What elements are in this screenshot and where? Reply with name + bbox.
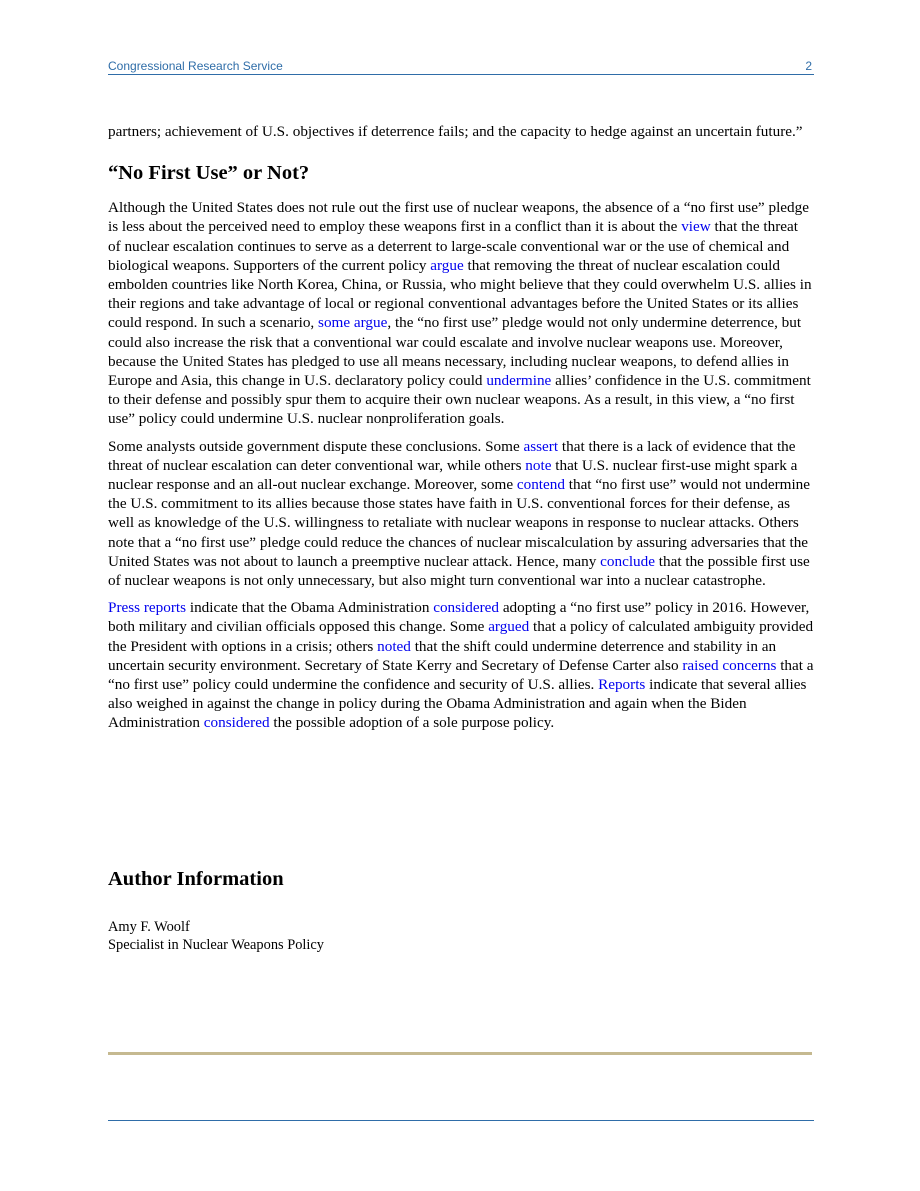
link-noted[interactable]: noted	[377, 637, 411, 655]
p1-text-5: allies’ confidence in the U.S. commitment to their defense and possibly spur them to acquire their own nuclear weapons. As a result, in this view, a “no first use” policy could undermine U.S. nuclear nonproliferation goals.	[108, 372, 811, 428]
link-undermine[interactable]: undermine	[486, 372, 552, 390]
p2-text-4: that “no first use” would not undermine the U.S. commitment to its allies because those states have faith in U.S. conventional forces for their defense, as well as knowledge of the U.S. willingness to retaliate with nuclear weapons in response to nuclear attacks. Others note that a “no first use” pledge could reduce the chances of nuclear miscalculation by assuring adversaries that the United States was not about to launch a preemptive nuclear attack. Hence, many	[108, 476, 811, 570]
link-reports[interactable]: Reports	[598, 676, 646, 694]
footer-divider	[108, 1052, 812, 1055]
author-information-heading: Author Information	[108, 868, 284, 890]
p3-text-7: the possible adoption of a sole purpose policy.	[269, 714, 555, 732]
p2-text-2: that there is a lack of evidence that the threat of nuclear escalation can deter conventional war, while others	[108, 437, 796, 474]
link-contend[interactable]: contend	[516, 476, 565, 494]
section-heading: “No First Use” or Not?	[108, 162, 310, 185]
link-assert[interactable]: assert	[523, 437, 559, 455]
p3-text-3: that a policy of calculated ambiguity provided the President with options in a crisis; others	[108, 618, 814, 655]
page-number: 2	[805, 59, 812, 73]
p3-text-4: that the shift could undermine deterrence and stability in an uncertain security environment. Secretary of State Kerry and Secretary of Defense Carter also	[108, 637, 777, 674]
footer-rule	[108, 1120, 814, 1121]
p3-text-5: that a “no first use” policy could undermine the confidence and security of U.S. allies.	[108, 656, 814, 694]
paragraph-2	[108, 437, 814, 591]
link-argued[interactable]: argued	[488, 618, 530, 636]
p1-text-2: that the threat of nuclear escalation continues to serve as a deterrent to large-scale conventional war or the use of chemical and biological weapons. Supporters of the current policy	[108, 218, 799, 274]
p1-text-3: that removing the threat of nuclear escalation could embolden countries like North Korea, China, or Russia, who might believe that they could overwhelm U.S. allies in their regions and take advantage of local or regional conventional advantages before the United States or its allies could respond. In such a scenario,	[108, 256, 812, 332]
p1-text-1: Although the United States does not rule out the first use of nuclear weapons, the absence of a “no first use” pledge is less about the perceived need to employ these weapons first in a conflict than it is about the	[108, 199, 809, 236]
link-considered-biden[interactable]: considered	[203, 714, 270, 732]
paragraph-1	[108, 198, 814, 428]
intro-paragraph: partners; achievement of U.S. objectives if deterrence fails; and the capacity to hedge against an uncertain future.”	[108, 123, 803, 140]
p2-text-5: that the possible first use of nuclear weapons is not only unnecessary, but also might turn conventional war into a nuclear catastrophe.	[108, 552, 810, 590]
p3-text-2: adopting a “no first use” policy in 2016. However, both military and civilian officials opposed this change. Some	[108, 599, 810, 636]
link-some-argue[interactable]: some argue	[318, 314, 388, 332]
link-press-reports[interactable]: Press reports	[108, 599, 187, 617]
author-block	[108, 918, 324, 955]
link-note[interactable]: note	[525, 456, 552, 474]
author-name: Amy F. Woolf	[108, 919, 190, 935]
p1-text-4: , the “no first use” pledge would not only undermine deterrence, but could also increase the risk that a conventional war could escalate and involve nuclear weapons use. Moreover, because the United States has pledged to use all means necessary, including nuclear weapons, to defend allies in Europe and Asia, this change in U.S. declaratory policy could	[108, 314, 802, 390]
link-considered-2016[interactable]: considered	[433, 599, 500, 617]
link-raised-concerns[interactable]: raised concerns	[682, 656, 777, 674]
link-argue[interactable]: argue	[430, 256, 464, 274]
header-org-name: Congressional Research Service	[108, 59, 283, 73]
p2-text-3: that U.S. nuclear first-use might spark a nuclear response and an all-out nuclear exchange. Moreover, some	[108, 456, 798, 494]
p3-text-1: indicate that the Obama Administration	[186, 599, 434, 617]
link-conclude[interactable]: conclude	[600, 552, 655, 570]
paragraph-3	[108, 598, 814, 732]
page-header	[108, 56, 814, 75]
p3-text-6: indicate that several allies also weighed in against the change in policy during the Obama Administration and again when the Biden Administration	[108, 676, 807, 732]
link-view[interactable]: view	[681, 218, 711, 236]
main-content	[108, 122, 814, 741]
p2-text-1: Some analysts outside government dispute these conclusions. Some	[108, 437, 524, 455]
author-title: Specialist in Nuclear Weapons Policy	[108, 937, 324, 954]
